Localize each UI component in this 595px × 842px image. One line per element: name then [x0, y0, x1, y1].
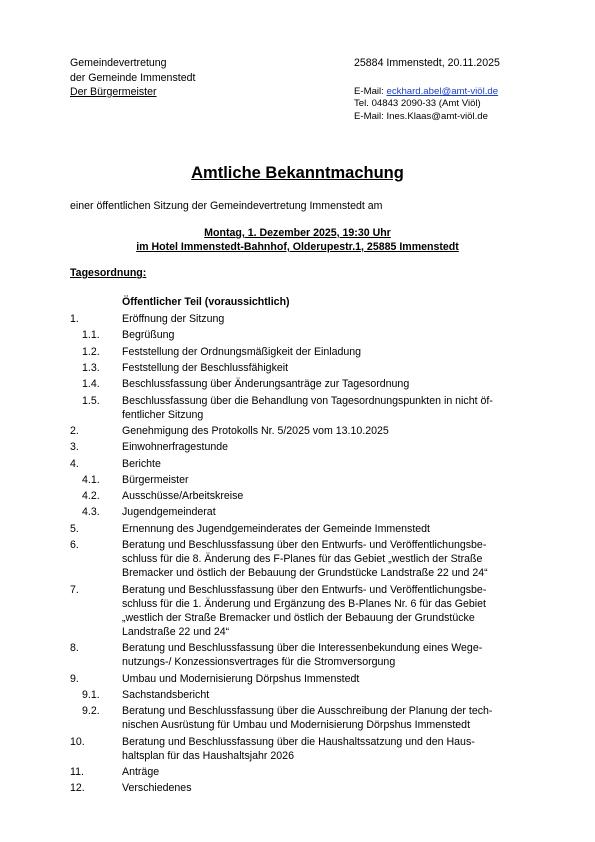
- agenda-item-text: Beschlussfassung über die Behandlung von Tagesordnungspunkten in nicht öf-: [122, 394, 493, 407]
- agenda-item-text: Beratung und Beschlussfassung über den Entwurfs- und Veröffentlichungsbe-: [122, 539, 487, 551]
- agenda-item-text: Beratung und Beschlussfassung über die Ausschreibung der Planung der tech-: [122, 705, 493, 718]
- agenda-item-text: Berichte: [122, 457, 161, 470]
- agenda-heading: Tagesordnung:: [70, 267, 147, 279]
- public-part-heading: Öffentlicher Teil (voraussichtlich): [122, 296, 290, 308]
- agenda-item-text: Anträge: [122, 765, 160, 778]
- agenda-item-number: 6.: [70, 539, 79, 551]
- agenda-item-text: fentlicher Sitzung: [122, 408, 204, 421]
- agenda-item-text: Ausschüsse/Arbeitskreise: [122, 490, 244, 503]
- agenda-item-text: „westlich der Straße Bremacker und östlich der Bebauung der Grundstücke: [122, 611, 475, 624]
- agenda-item-number: 1.: [70, 313, 79, 325]
- agenda-item-text: Beratung und Beschlussfassung über die Haushaltssatzung und den Haus-: [122, 735, 475, 748]
- agenda-item-number: 9.: [70, 672, 79, 685]
- email-1-line: [354, 86, 498, 97]
- agenda-item-text: Genehmigung des Protokolls Nr. 5/2025 vom 13.10.2025: [122, 424, 389, 437]
- agenda-item-number: 4.: [70, 457, 79, 470]
- sender-line-3: Der Bürgermeister: [70, 86, 157, 98]
- agenda-item-text: Einwohnerfragestunde: [122, 441, 229, 454]
- agenda-item-text: Bürgermeister: [122, 473, 189, 486]
- email-1-label: E-Mail:: [354, 86, 387, 97]
- agenda-item-text: Feststellung der Beschlussfähigkeit: [122, 361, 289, 374]
- agenda-item-number: 4.1.: [82, 473, 100, 486]
- agenda-item-number: 12.: [70, 782, 85, 795]
- meeting-place: im Hotel Immenstedt-Bahnhof, Olderupestr.1, 25885 Immenstedt: [136, 241, 459, 253]
- agenda-item-number: 9.1.: [82, 688, 100, 701]
- agenda-item-number: 1.2.: [82, 345, 100, 358]
- meeting-date: Montag, 1. Dezember 2025, 19:30 Uhr: [204, 227, 391, 239]
- document-title: Amtliche Bekanntmachung: [191, 164, 404, 182]
- agenda-item-text: Feststellung der Ordnungsmäßigkeit der Einladung: [122, 345, 362, 358]
- agenda-item-text: Landstraße 22 und 24“: [122, 625, 230, 638]
- agenda-item-number: 7.: [70, 583, 79, 596]
- agenda-item-text: nutzungs-/ Konzessionsvertrages für die Stromversorgung: [122, 656, 396, 669]
- agenda-item-number: 10.: [70, 735, 85, 748]
- agenda-item-text: Begrüßung: [122, 329, 175, 342]
- agenda-item-number: 4.2.: [82, 490, 100, 503]
- agenda-item-number: 1.3.: [82, 361, 100, 374]
- agenda-item-number: 1.5.: [82, 394, 100, 407]
- agenda-item-text: haltsplan für das Haushaltsjahr 2026: [122, 749, 294, 762]
- agenda-item-text: Bremacker und östlich der Bebauung der Grundstücke Landstraße 22 und 24“: [122, 567, 488, 580]
- agenda-item-text: Jugendgemeinderat: [122, 506, 216, 519]
- agenda-item-text: Verschiedenes: [122, 782, 192, 795]
- agenda-item-text: schluss für die 8. Änderung des F-Planes für das Gebiet „westlich der Straße: [122, 553, 483, 566]
- email-1-link[interactable]: eckhard.abel@amt-viöl.de: [386, 86, 499, 97]
- agenda-item-number: 4.3.: [82, 506, 100, 519]
- agenda-item-text: Eröffnung der Sitzung: [122, 313, 225, 325]
- agenda-item-text: Beratung und Beschlussfassung über den Entwurfs- und Veröffentlichungsbe-: [122, 583, 487, 596]
- agenda-item-number: 11.: [70, 765, 84, 778]
- agenda-item-text: Beschlussfassung über Änderungsanträge zur Tagesordnung: [122, 378, 410, 391]
- agenda-item-text: Umbau und Modernisierung Dörpshus Immenstedt: [122, 672, 360, 685]
- agenda-item-number: 2.: [70, 424, 79, 437]
- agenda-item-number: 1.1.: [82, 329, 100, 342]
- agenda-item-text: Sachstandsbericht: [122, 688, 210, 701]
- phone-line: Tel. 04843 2090-33 (Amt Viöl): [354, 98, 481, 109]
- agenda-item-number: 3.: [70, 441, 79, 454]
- email-2-line: E-Mail: Ines.Klaas@amt-viöl.de: [354, 111, 488, 122]
- agenda-item-number: 9.2.: [82, 705, 100, 718]
- agenda-item-number: 5.: [70, 522, 79, 535]
- agenda-item-text: nischen Ausrüstung für Umbau und Modernisierung Dörpshus Immenstedt: [122, 719, 471, 732]
- intro-text: einer öffentlichen Sitzung der Gemeindevertretung Immenstedt am: [70, 200, 383, 212]
- agenda-item-number: 1.4.: [82, 378, 100, 391]
- agenda-item-text: Ernennung des Jugendgemeinderates der Gemeinde Immenstedt: [122, 522, 430, 535]
- agenda-item-text: Beratung und Beschlussfassung über die Interessenbekundung eines Wege-: [122, 642, 483, 655]
- agenda-item-text: schluss für die 1. Änderung und Ergänzung des B-Planes Nr. 6 für das Gebiet: [122, 597, 486, 610]
- sender-line-2: der Gemeinde Immenstedt: [70, 72, 196, 84]
- sender-line-1: Gemeindevertretung: [70, 57, 167, 69]
- place-date: 25884 Immenstedt, 20.11.2025: [354, 57, 500, 69]
- agenda-item-number: 8.: [70, 642, 79, 655]
